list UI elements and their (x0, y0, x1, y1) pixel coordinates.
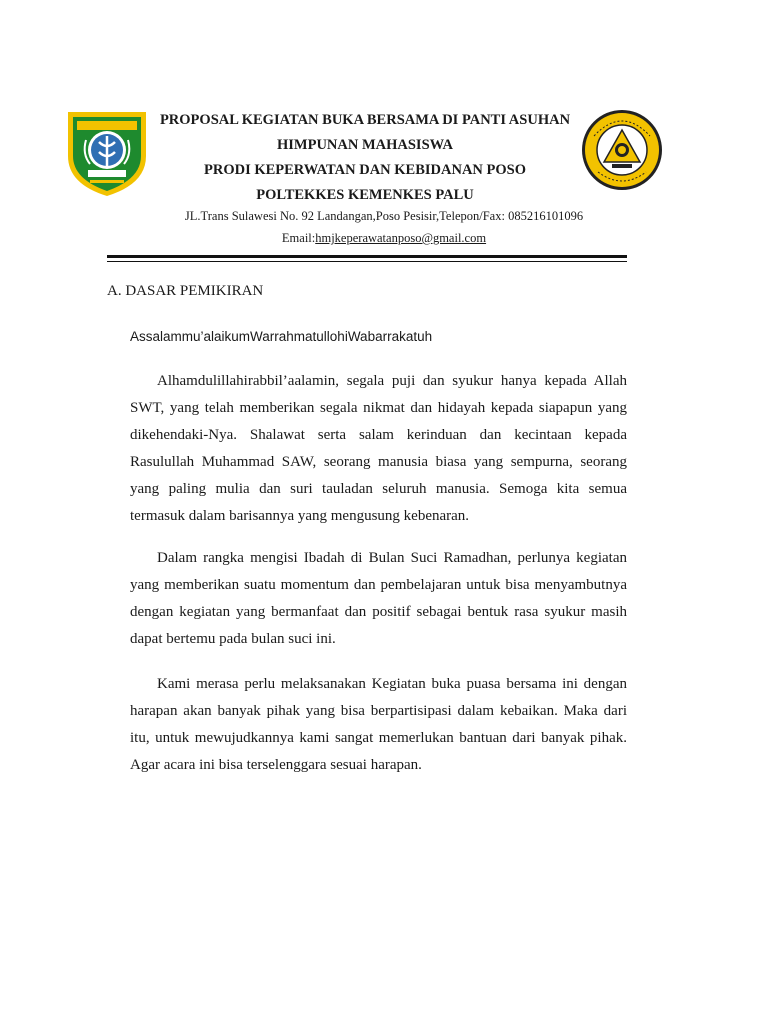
hmj-emblem-logo (64, 106, 150, 198)
organization-name: HIMPUNAN MAHASISWA (276, 137, 454, 153)
greeting: Assalammu’alaikumWarrahmatullohiWabarrakatuh (130, 329, 433, 344)
letterhead (150, 108, 580, 208)
institution-name: POLTEKKES KEMENKES PALU (256, 187, 474, 203)
paragraph-1: Alhamdulillahirabbil’aalamin, segala puji dan syukur hanya kepada Allah SWT, yang telah memberikan segala nikmat dan hidayah kepada siapapun yang dikehendaki-Nya. Shalawat serta salam kerinduan dan kecintaan kepada Rasulullah Muhammad SAW, seorang manusia biasa yang sempurna, seorang yang paling mulia dan suri tauladan seluruh manusia. Semoga kita semua termasuk dalam barisannya yang mengusung kebenaran. (130, 373, 627, 524)
paragraph-3: Kami merasa perlu melaksanakan Kegiatan buka puasa bersama ini dengan harapan akan banyak pihak yang bisa berpartisipasi dalam kebaikan. Maka dari itu, untuk mewujudkannya kami sangat memerlukan bantuan dari banyak pihak. Agar acara ini bisa terselenggara sesuai harapan. (130, 676, 627, 773)
email-link[interactable]: hmjkeperawatanposo@gmail.com (315, 231, 487, 245)
poltekkes-palu-seal-logo (580, 106, 664, 194)
address-line: JL.Trans Sulawesi No. 92 Landangan,Poso Pesisir,Telepon/Fax: 085216101096 (184, 209, 584, 223)
paragraph-2: Dalam rangka mengisi Ibadah di Bulan Suci Ramadhan, perlunya kegiatan yang memberikan suatu momentum dan pembelajaran untuk bisa menyambutnya dengan kegiatan yang bermanfaat dan positif sebagai bentuk rasa syukur masih dapat bertemu pada bulan suci ini. (130, 550, 627, 647)
program-name: PRODI KEPERWATAN DAN KEBIDANAN POSO (203, 162, 526, 178)
section-heading: A. DASAR PEMIKIRAN (107, 283, 264, 299)
email-label: Email: (281, 231, 316, 245)
proposal-title: PROPOSAL KEGIATAN BUKA BERSAMA DI PANTI ASUHAN (159, 112, 571, 128)
header-divider-thin (107, 261, 627, 262)
email-line (90, 229, 678, 247)
header-divider-thick (107, 255, 627, 258)
